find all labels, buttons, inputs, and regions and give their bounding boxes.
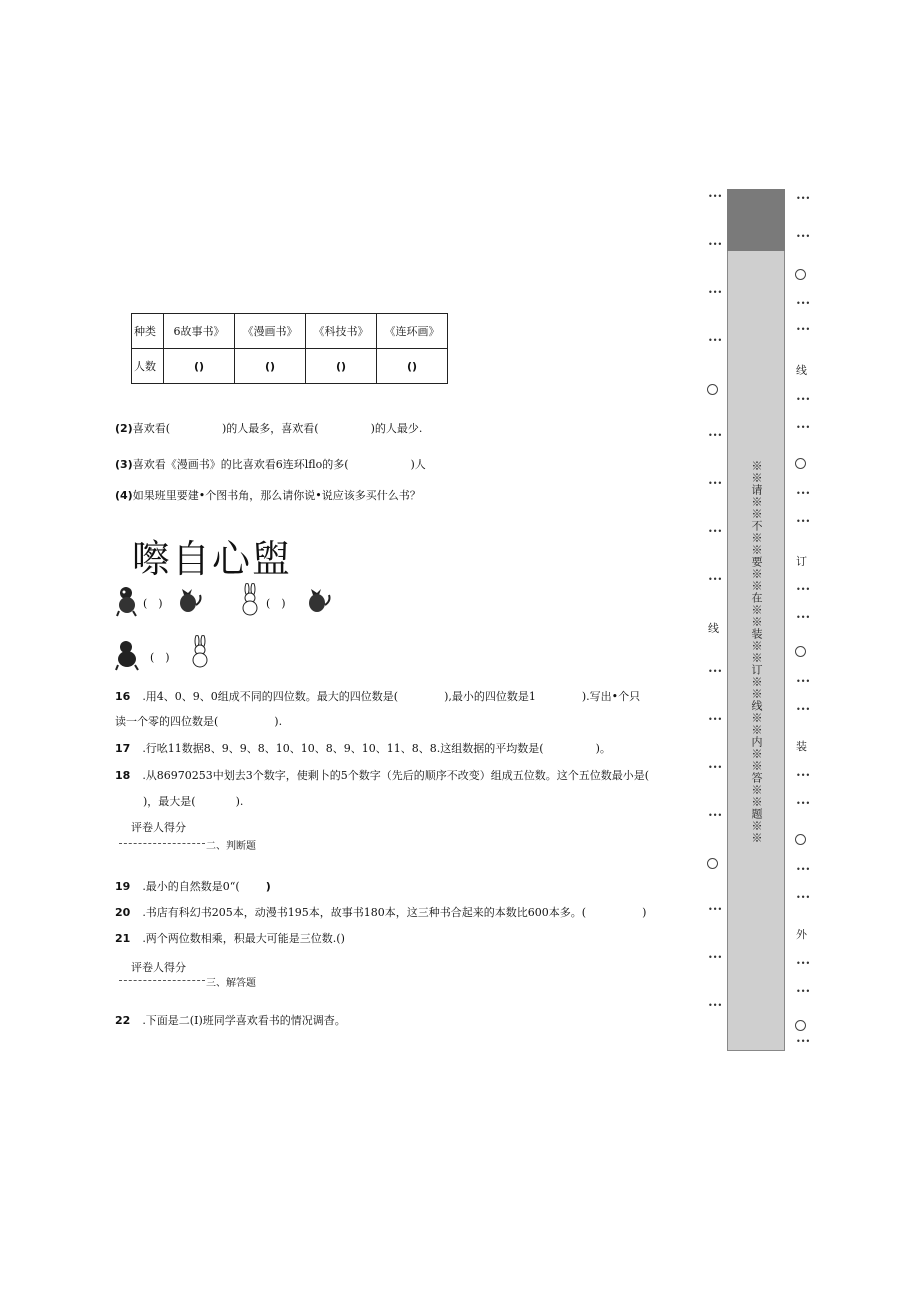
- binding-hole: [795, 269, 806, 280]
- question-number: 19: [115, 880, 131, 893]
- question-number: (3): [115, 458, 133, 471]
- count-cell[interactable]: (): [306, 349, 377, 384]
- binding-dots: •••: [796, 865, 811, 874]
- binding-hole: [795, 834, 806, 845]
- question-text: )的人最少.: [370, 422, 423, 435]
- column-science-books: 《科技书》: [306, 314, 377, 349]
- binding-dots: •••: [708, 953, 723, 962]
- question-text: 读一个零的四位数是(: [115, 715, 219, 728]
- binding-hole: [707, 384, 718, 395]
- binding-dots: •••: [708, 575, 723, 584]
- answer-blank[interactable]: ( ): [266, 597, 286, 610]
- count-cell[interactable]: (): [235, 349, 306, 384]
- column-comic-books: 《漫画书》: [235, 314, 306, 349]
- binding-label: 装: [796, 740, 807, 753]
- binding-dots: •••: [708, 715, 723, 724]
- binding-hole: [795, 646, 806, 657]
- binding-dots: •••: [796, 517, 811, 526]
- rabbit-icon: [186, 635, 216, 669]
- divider: [119, 843, 205, 844]
- binding-dots: •••: [708, 192, 723, 201]
- question-18: [115, 767, 649, 783]
- answer-blank[interactable]: ( ): [143, 597, 163, 610]
- section-title: 二、判断题: [206, 841, 256, 852]
- question-number: 17: [115, 742, 131, 755]
- binding-dots: •••: [708, 431, 723, 440]
- binding-dots: •••: [796, 325, 811, 334]
- question-16: [115, 688, 640, 704]
- table-row: [132, 349, 448, 384]
- question-16-continued: [115, 713, 282, 729]
- binding-label: 线: [708, 622, 719, 635]
- cat-icon: [174, 583, 204, 617]
- binding-dots: •••: [708, 336, 723, 345]
- question-text: )的人最多，喜欢看(: [222, 422, 319, 435]
- binding-label: 线: [796, 364, 807, 377]
- binding-dots: •••: [796, 771, 811, 780]
- binding-dots: •••: [796, 489, 811, 498]
- binding-label: 外: [796, 928, 807, 941]
- binding-dots: •••: [796, 893, 811, 902]
- binding-dots: •••: [796, 194, 811, 203]
- rabbit-icon: [236, 583, 266, 617]
- question-17: [115, 740, 611, 756]
- question-number: 22: [115, 1014, 131, 1027]
- question-2: [115, 420, 422, 436]
- question-4: [115, 487, 421, 503]
- binding-hole: [707, 858, 718, 869]
- question-text: .书店有科幻书205本，动漫书195本，故事书180本，这三种书合起来的本数比600本多。(: [142, 906, 587, 919]
- binding-dots: •••: [796, 799, 811, 808]
- column-story-books: 6故事书》: [164, 314, 235, 349]
- divider: [119, 980, 205, 981]
- question-number: 16: [115, 690, 131, 703]
- binding-warning: ※※请※※不※※要※※在※※装※※订※※线※※内※※答※※题※※: [750, 460, 763, 844]
- binding-dots: •••: [796, 299, 811, 308]
- answer-blank[interactable]: ( ): [150, 651, 170, 664]
- question-text: .从86970253中划去3个数字，使剩卜的5个数字（先后的顺序不改变）组成五位数。这个五位数最小是(: [142, 769, 650, 782]
- binding-dots: •••: [708, 527, 723, 536]
- binding-dots: •••: [796, 959, 811, 968]
- binding-dots: •••: [708, 240, 723, 249]
- binding-dots: •••: [796, 395, 811, 404]
- row-label-count: 人数: [132, 349, 164, 384]
- question-text: 如果班里要建•个图书角，那么请你说•说应该多买什么书？: [132, 489, 421, 502]
- question-text: ).写出•个只: [581, 690, 641, 703]
- question-text: ),最小的四位数是1: [444, 690, 536, 703]
- count-cell[interactable]: (): [164, 349, 235, 384]
- grader-label: 评卷人得分: [131, 821, 186, 834]
- row-label-kind: 种类: [132, 314, 164, 349]
- binding-dots: •••: [708, 667, 723, 676]
- question-text: .下面是二(I)班同学喜欢看书的情况调杳。: [142, 1014, 346, 1027]
- binding-dots: •••: [796, 705, 811, 714]
- question-number: (4): [115, 489, 133, 502]
- question-21: [115, 930, 345, 946]
- question-text: ): [265, 880, 271, 893]
- binding-label: 订: [796, 555, 807, 568]
- binding-dots: •••: [708, 763, 723, 772]
- binding-dots: •••: [708, 905, 723, 914]
- question-18-continued: [115, 793, 243, 809]
- grader-label: 评卷人得分: [131, 961, 186, 974]
- question-text: .用4、0、9、0组成不同的四位数。最大的四位数是(: [142, 690, 399, 703]
- binding-dots: •••: [708, 288, 723, 297]
- binding-dots: •••: [796, 677, 811, 686]
- binding-hole: [795, 1020, 806, 1031]
- question-3: [115, 456, 426, 472]
- survey-table: [131, 313, 448, 384]
- cat-icon: [303, 583, 333, 617]
- binding-dots: •••: [796, 423, 811, 432]
- question-text: )人: [410, 458, 426, 471]
- question-number: 18: [115, 769, 131, 782]
- question-text: .两个两位数相乘，积最大可能是三位数.(): [142, 932, 345, 945]
- binding-dots: •••: [796, 232, 811, 241]
- binding-dots: •••: [708, 811, 723, 820]
- binding-dots: •••: [796, 1037, 811, 1046]
- decorative-title: 嚓自心盥: [132, 537, 293, 581]
- binding-dots: •••: [708, 1001, 723, 1010]
- question-text: ): [642, 906, 647, 919]
- question-text: .行吆11数据8、9、9、8、10、10、8、9、10、11、8、8.这组数据的平均数是(: [142, 742, 544, 755]
- count-cell[interactable]: (): [377, 349, 448, 384]
- column-picture-books: 《连环画》: [377, 314, 448, 349]
- binding-dots: •••: [796, 613, 811, 622]
- question-number: 20: [115, 906, 131, 919]
- monkey-icon: [113, 583, 143, 617]
- question-20: [115, 904, 646, 920]
- question-text: )，最大是(: [143, 795, 196, 808]
- question-text: )。: [595, 742, 611, 755]
- question-number: (2): [115, 422, 133, 435]
- binding-strip-header: [727, 189, 785, 251]
- binding-dots: •••: [796, 585, 811, 594]
- monkey-icon: [113, 637, 143, 671]
- section-title: 三、解答题: [206, 978, 256, 989]
- question-text: 喜欢看《漫画书》的比喜欢看6连环lflo的多(: [132, 458, 349, 471]
- question-19: [115, 878, 271, 894]
- table-row: [132, 314, 448, 349]
- binding-dots: •••: [708, 479, 723, 488]
- binding-dots: •••: [796, 987, 811, 996]
- question-number: 21: [115, 932, 131, 945]
- question-text: .最小的自然数是0“(: [142, 880, 240, 893]
- question-text: ).: [235, 795, 244, 808]
- binding-hole: [795, 458, 806, 469]
- question-text: ).: [274, 715, 283, 728]
- question-text: 喜欢看(: [132, 422, 171, 435]
- question-22: [115, 1012, 346, 1028]
